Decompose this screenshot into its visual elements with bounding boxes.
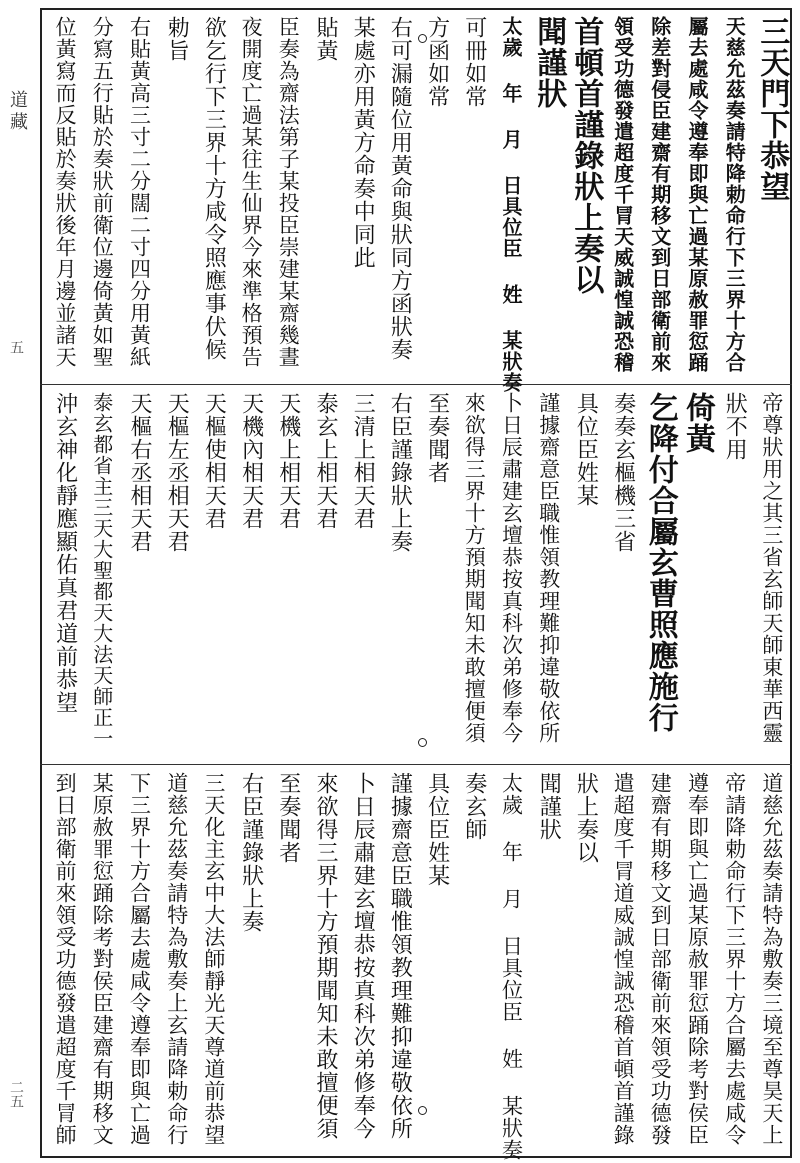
text-column: 泰玄都省主三天大聖都天大法天師正一 — [89, 392, 114, 749]
text-column: 某原赦罪愆踊除考對侯臣建齋有期移文 — [90, 772, 115, 1146]
text-column: 沖玄神化靜應顯佑真君道前恭望 — [52, 392, 78, 714]
text-column: 來欲得三界十方預期聞知未敢擅便須 — [462, 392, 487, 744]
text-column: 方函如常 — [424, 16, 450, 108]
text-column: 屬去處咸令遵奉即與亡過某原赦罪愆踊 — [685, 16, 709, 373]
text-column: 某處亦用黃方命奏中同此 — [350, 16, 376, 269]
text-column: 夜開度亡過某往生仙界今來準格預告 — [239, 16, 264, 368]
text-column: 謹據齋意臣職惟領教理難抑違敬依所 — [387, 772, 413, 1140]
text-column: 到日部衛前來領受功德發遣超度千冐師 — [53, 772, 78, 1146]
text-column: 天樞使相天君 — [201, 392, 227, 530]
text-column: 建齋有期移文到日部衛前來領受功德發 — [648, 772, 673, 1146]
register-divider — [40, 764, 792, 765]
text-column: 倚黃 — [680, 392, 715, 454]
text-column: 除差對侵臣建齋有期移文到日部衛前來 — [647, 16, 672, 373]
text-column: 下三界十方合屬去處咸令遵奉即與亡過 — [127, 772, 152, 1146]
text-column: 太歲 年 月 日具位臣 姓 某狀奏 — [499, 16, 523, 393]
text-column: 遵奉即與亡過某原赦罪愆踊除考對侯臣 — [685, 772, 710, 1146]
text-column: 右可漏隨位用黃命與狀同方函狀奏 — [387, 16, 413, 361]
text-column: 勅旨 — [164, 16, 190, 62]
text-column: 位黃寫而反貼於奏狀後年月邊並諸天 — [53, 16, 78, 368]
text-column: 天樞右丞相天君 — [127, 392, 152, 553]
text-column: 來欲得三界十方預期聞知未敢擅便須 — [313, 772, 338, 1140]
text-column: 貼黃 — [313, 16, 338, 62]
text-column: 可冊如常 — [461, 16, 487, 108]
text-column: 乞降付合屬玄曹照應施行 — [642, 392, 678, 733]
text-column: 卜日辰肅建玄壇恭按真科次弟修奉今 — [350, 772, 376, 1140]
text-column: 聞謹狀 — [531, 16, 567, 109]
text-column: 狀不用 — [722, 392, 748, 461]
text-column: 天樞左丞相天君 — [164, 392, 190, 553]
text-column: 帝尊狀用之其三省玄師天師東華西靈 — [759, 392, 784, 744]
text-column: 道慈允茲奏請特為敷奏三境至尊昊天上 — [759, 772, 784, 1146]
text-column: 謹據齋意臣職惟領教理難抑違敬依所 — [536, 392, 561, 744]
text-column: 奏玄師 — [461, 772, 487, 841]
text-column: 天機內相天君 — [238, 392, 264, 530]
text-column: 奏奏玄樞機三省 — [610, 392, 636, 553]
text-column: 天機上相天君 — [275, 392, 301, 530]
text-column: 三清上相天君 — [350, 392, 376, 530]
text-column: 三天門下恭望 — [754, 16, 790, 202]
text-column: 泰玄上相天君 — [313, 392, 338, 530]
text-column: 臣奏為齋法第子某投臣崇建某齋幾晝 — [276, 16, 301, 368]
gutter-page-number: 二五 — [8, 1080, 24, 1108]
text-column: 遣超度千冐道威誠惶誠恐稽首頓首謹錄 — [611, 772, 636, 1146]
text-column: 右貼黃高三寸二分闊二寸四分用黃紙 — [127, 16, 152, 368]
register-divider — [40, 384, 792, 385]
text-column: 首頓首謹錄狀上奏以 — [568, 16, 604, 295]
text-column: 領受功德發遣超度千冐天威誠惶誠恐稽 — [610, 16, 635, 373]
text-column: 右臣謹錄狀上奏 — [387, 392, 413, 553]
text-column: 具位臣姓某 — [424, 772, 450, 887]
gutter-marker: 五 — [8, 340, 24, 354]
text-column: 具位臣姓某 — [573, 392, 599, 507]
text-column: 道慈允茲奏請特為敷奏上玄請降勅命行 — [164, 772, 189, 1146]
text-column: 至奏聞者 — [424, 392, 450, 484]
text-column: 帝請降勅命行下三界十方合屬去處咸令 — [722, 772, 747, 1146]
text-column: 右臣謹錄狀上奏 — [238, 772, 264, 933]
ring-mark — [418, 738, 427, 747]
text-column: 太歲 年 月 日具位臣 姓 某狀奏 — [499, 772, 524, 1161]
text-column: 天慈允茲奏請特降勅命行下三界十方合 — [722, 16, 747, 373]
text-column: 欲乞行下三界十方咸令照應事伏候 — [201, 16, 227, 361]
text-column: 卜日辰肅建玄壇恭按真科次弟修奉今 — [499, 392, 524, 744]
text-column: 狀上奏以 — [573, 772, 599, 864]
page-frame — [40, 8, 792, 1161]
gutter-title: 道藏 — [7, 90, 28, 134]
text-column: 三天化主玄中大法師靜光天尊道前恭望 — [201, 772, 226, 1146]
text-column: 至奏聞者 — [275, 772, 301, 864]
text-column: 聞謹狀 — [536, 772, 562, 841]
text-column: 分寫五行貼於奏狀前衛位邊倚黃如聖 — [90, 16, 115, 368]
ring-mark — [418, 1106, 427, 1115]
